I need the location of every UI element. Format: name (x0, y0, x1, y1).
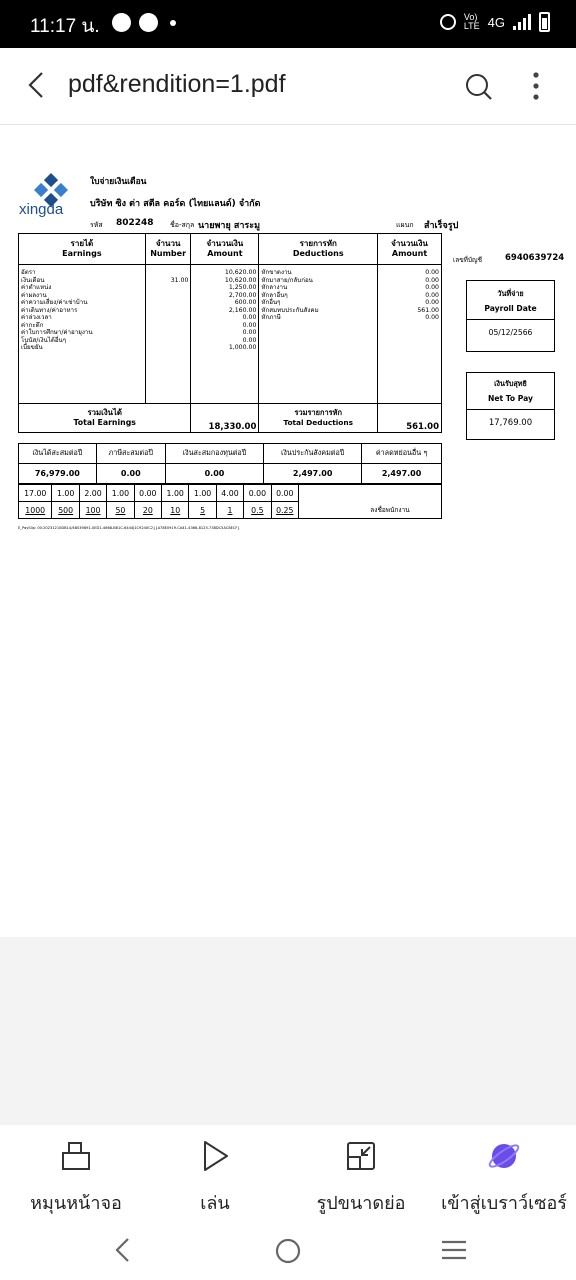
deduction-item: หักลางาน (261, 284, 288, 291)
earning-item: ค่าตำแหน่ง (21, 284, 52, 291)
deduction-amount: 561.00 (417, 306, 439, 314)
earnings-deductions-table (18, 233, 442, 433)
accum-header: ค่าลดหย่อนอื่น ๆ (362, 444, 442, 464)
earning-item: ค่าเดินทาง/ค่าอาหาร (21, 306, 78, 314)
open-browser-button[interactable] (440, 1139, 568, 1217)
earning-item: ค่าความเสี่ยง/ค่าเช่าบ้าน (21, 299, 88, 306)
rotate-screen-label: หมุนหน้าจอ (30, 1193, 122, 1214)
accum-value: 2,497.00 (264, 464, 362, 484)
deduction-amount: 0.00 (425, 269, 439, 276)
cash-count: 0.00 (134, 485, 161, 502)
cash-count: 0.00 (244, 485, 271, 502)
earnings-header-th: รายได้ (70, 239, 94, 248)
amount-header-th: จำนวนเงิน (206, 239, 244, 248)
net-pay-label-th: เงินรับสุทธิ (494, 379, 527, 388)
deduction-amount: 0.00 (425, 314, 439, 321)
rotate-screen-icon (59, 1139, 93, 1173)
earning-item: เบี้ยขยัน (21, 344, 43, 351)
earning-item: ค่าล่วงเวลา (21, 314, 52, 321)
number-header-en: Number (150, 249, 187, 258)
earning-item: ค่ากะดึก (21, 321, 44, 329)
deduction-amount: 0.00 (425, 276, 439, 284)
accum-header: เงินสะสมกองทุนต่อปี (165, 444, 263, 464)
deductions-header-th: รายการหัก (299, 239, 337, 248)
accum-value: 2,497.00 (362, 464, 442, 484)
cash-denomination: 10 (162, 502, 189, 519)
amount-item: 1,000.00 (228, 344, 257, 351)
number-item: 31.00 (170, 276, 189, 284)
cash-denomination: 500 (52, 502, 79, 519)
play-label: เล่น (200, 1193, 230, 1214)
browser-planet-icon (487, 1139, 521, 1173)
number-list (145, 265, 191, 404)
thumbnail-button[interactable] (306, 1139, 416, 1217)
earning-item: โบนัส/เงินได้อื่นๆ (21, 336, 67, 344)
dept-label: แผนก (396, 221, 414, 229)
deduction-item: หักมาสาย/กลับก่อน (261, 276, 313, 284)
deduction-item: หักอื่นๆ (261, 299, 281, 306)
logo-text: xingda (19, 201, 64, 218)
account-number: 6940639724 (505, 253, 565, 263)
search-icon[interactable] (464, 72, 494, 102)
payslip-heading: ใบจ่ายเงินเดือน (90, 177, 147, 187)
number-item (148, 269, 189, 277)
back-arrow-icon[interactable] (24, 70, 54, 100)
amount-item: 600.00 (234, 299, 257, 306)
earning-item: เงินเดือน (21, 276, 45, 284)
total-deductions-label-th: รวมรายการหัก (294, 408, 342, 417)
status-bar (0, 0, 576, 48)
earnings-header-en: Earnings (62, 249, 102, 258)
accum-value: 0.00 (96, 464, 165, 484)
name-label: ชื่อ-สกุล (170, 221, 195, 229)
deduction-item: หักขาดงาน (261, 269, 292, 276)
net-pay-label-en: Net To Pay (487, 394, 533, 403)
net-pay-box (466, 372, 555, 440)
accum-value: 0.00 (165, 464, 263, 484)
payslip-footer-id: E_PaySlip: 00:20231210DB14/48039891-0ED1-4668-B81C-6444J1C9240C2}{A78E0919-CA41-4366-8125-738DC5AC8ECF} (18, 526, 240, 530)
network-type: 4G (487, 14, 505, 30)
cash-denomination-table (18, 484, 442, 519)
total-earnings-label-th: รวมเงินได้ (87, 408, 122, 417)
employee-name: นายพายุ สาระมู (198, 221, 261, 231)
total-earnings-label-en: Total Earnings (73, 418, 136, 427)
more-notifications-icon (170, 20, 176, 26)
earning-item: ค่าใบการศึกษา/ค่าอายุงาน (21, 329, 93, 336)
payroll-date-label-th: วันที่จ่าย (497, 289, 524, 298)
cash-denomination: 100 (79, 502, 106, 519)
cash-denomination: 1000 (19, 502, 52, 519)
pdf-viewer-background (0, 937, 576, 1125)
code-label: รหัส (90, 221, 103, 229)
cash-denomination: 50 (107, 502, 134, 519)
amount-item: 10,620.00 (224, 269, 257, 276)
earning-item: อัตรา (21, 269, 36, 276)
cash-count: 17.00 (19, 485, 52, 502)
amount-item: 2,160.00 (228, 306, 257, 314)
net-pay-value: 17,769.00 (467, 409, 554, 428)
total-deductions-value: 561.00 (378, 404, 442, 433)
total-deductions-label-en: Total Deductions (283, 418, 354, 427)
signature-cell (299, 485, 442, 519)
signature-label: ลงชื่อพนักงาน (370, 506, 410, 514)
number-header-th: จำนวน (155, 239, 181, 248)
rotate-screen-button[interactable] (18, 1139, 134, 1217)
deduction-amount: 0.00 (425, 291, 439, 299)
deductions-list (259, 265, 378, 404)
amount-item: 1,250.00 (228, 284, 257, 291)
volte-icon: Vo) LTE (463, 12, 480, 31)
amount-item: 0.00 (242, 329, 257, 336)
battery-icon (539, 12, 550, 32)
amount-item: 0.00 (242, 314, 257, 321)
payroll-date-value: 05/12/2566 (467, 319, 554, 337)
accum-header: ภาษีสะสมต่อปี (96, 444, 165, 464)
amount2-header-en: Amount (391, 249, 428, 258)
cash-count: 1.00 (52, 485, 79, 502)
cash-count: 2.00 (79, 485, 106, 502)
nav-back-icon[interactable] (112, 1237, 134, 1263)
alarm-icon (440, 14, 456, 30)
accum-header: เงินได้สะสมต่อปี (19, 444, 97, 464)
cash-denomination: 0.5 (244, 502, 271, 519)
system-icons (440, 12, 550, 32)
employee-code: 802248 (116, 218, 154, 228)
deduction-item: หักสมทบประกันสังคม (261, 306, 319, 314)
deduction-item: หักลาอื่นๆ (261, 291, 288, 299)
more-options-icon[interactable] (522, 70, 550, 102)
line-icon (112, 13, 131, 32)
amount2-header-th: จำนวนเงิน (391, 239, 428, 248)
deduction-amount: 0.00 (425, 284, 439, 291)
deduction-amount-list (378, 265, 442, 404)
earning-item: ค่าผลงาน (21, 291, 47, 299)
amount-header-en: Amount (207, 249, 243, 258)
yearly-accumulation-table (18, 443, 442, 484)
amount-item: 0.00 (242, 336, 257, 344)
shrink-icon (344, 1139, 378, 1173)
open-browser-label: เข้าสู่เบราว์เซอร์ (441, 1193, 567, 1214)
cash-count: 0.00 (271, 485, 298, 502)
system-nav-bar (0, 1225, 576, 1280)
total-earnings-value: 18,330.00 (191, 404, 259, 433)
deduction-item: หักภาษี (261, 314, 281, 321)
accum-value: 76,979.00 (19, 464, 97, 484)
document-title: pdf&rendition=1.pdf (68, 70, 286, 98)
cash-count: 1.00 (162, 485, 189, 502)
earnings-list (19, 265, 146, 404)
notification-icons (112, 13, 176, 32)
cash-denomination: 20 (134, 502, 161, 519)
messenger-icon (139, 13, 158, 32)
thumbnail-label: รูปขนาดย่อ (316, 1193, 406, 1214)
nav-home-icon[interactable] (274, 1237, 302, 1265)
app-bar (0, 48, 576, 125)
amount-item: 0.00 (242, 321, 257, 329)
cash-denomination: 5 (189, 502, 216, 519)
nav-recents-icon[interactable] (440, 1239, 468, 1261)
account-label: เลขที่บัญชี (453, 256, 483, 264)
play-icon (198, 1139, 232, 1173)
company-name: บริษัท ซิง ต่า สตีล คอร์ด (ไทยแลนด์) จำกัด (90, 199, 261, 209)
clock: 11:17 น. (30, 16, 100, 37)
play-button[interactable] (170, 1139, 260, 1217)
cash-count: 1.00 (107, 485, 134, 502)
cash-denomination: 0.25 (271, 502, 298, 519)
department: สำเร็จรูป (424, 221, 459, 231)
deductions-header-en: Deductions (292, 249, 344, 258)
payroll-date-box (466, 280, 555, 352)
amount-list (191, 265, 259, 404)
cash-count: 4.00 (216, 485, 243, 502)
cash-count: 1.00 (189, 485, 216, 502)
accum-header: เงินประกันสังคมต่อปี (264, 444, 362, 464)
cash-denomination: 1 (216, 502, 243, 519)
deduction-amount: 0.00 (425, 299, 439, 306)
signal-icon (513, 14, 531, 30)
amount-item: 10,620.00 (224, 276, 257, 284)
amount-item: 2,700.00 (228, 291, 257, 299)
payroll-date-label-en: Payroll Date (484, 304, 537, 313)
bottom-toolbar (0, 1125, 576, 1225)
